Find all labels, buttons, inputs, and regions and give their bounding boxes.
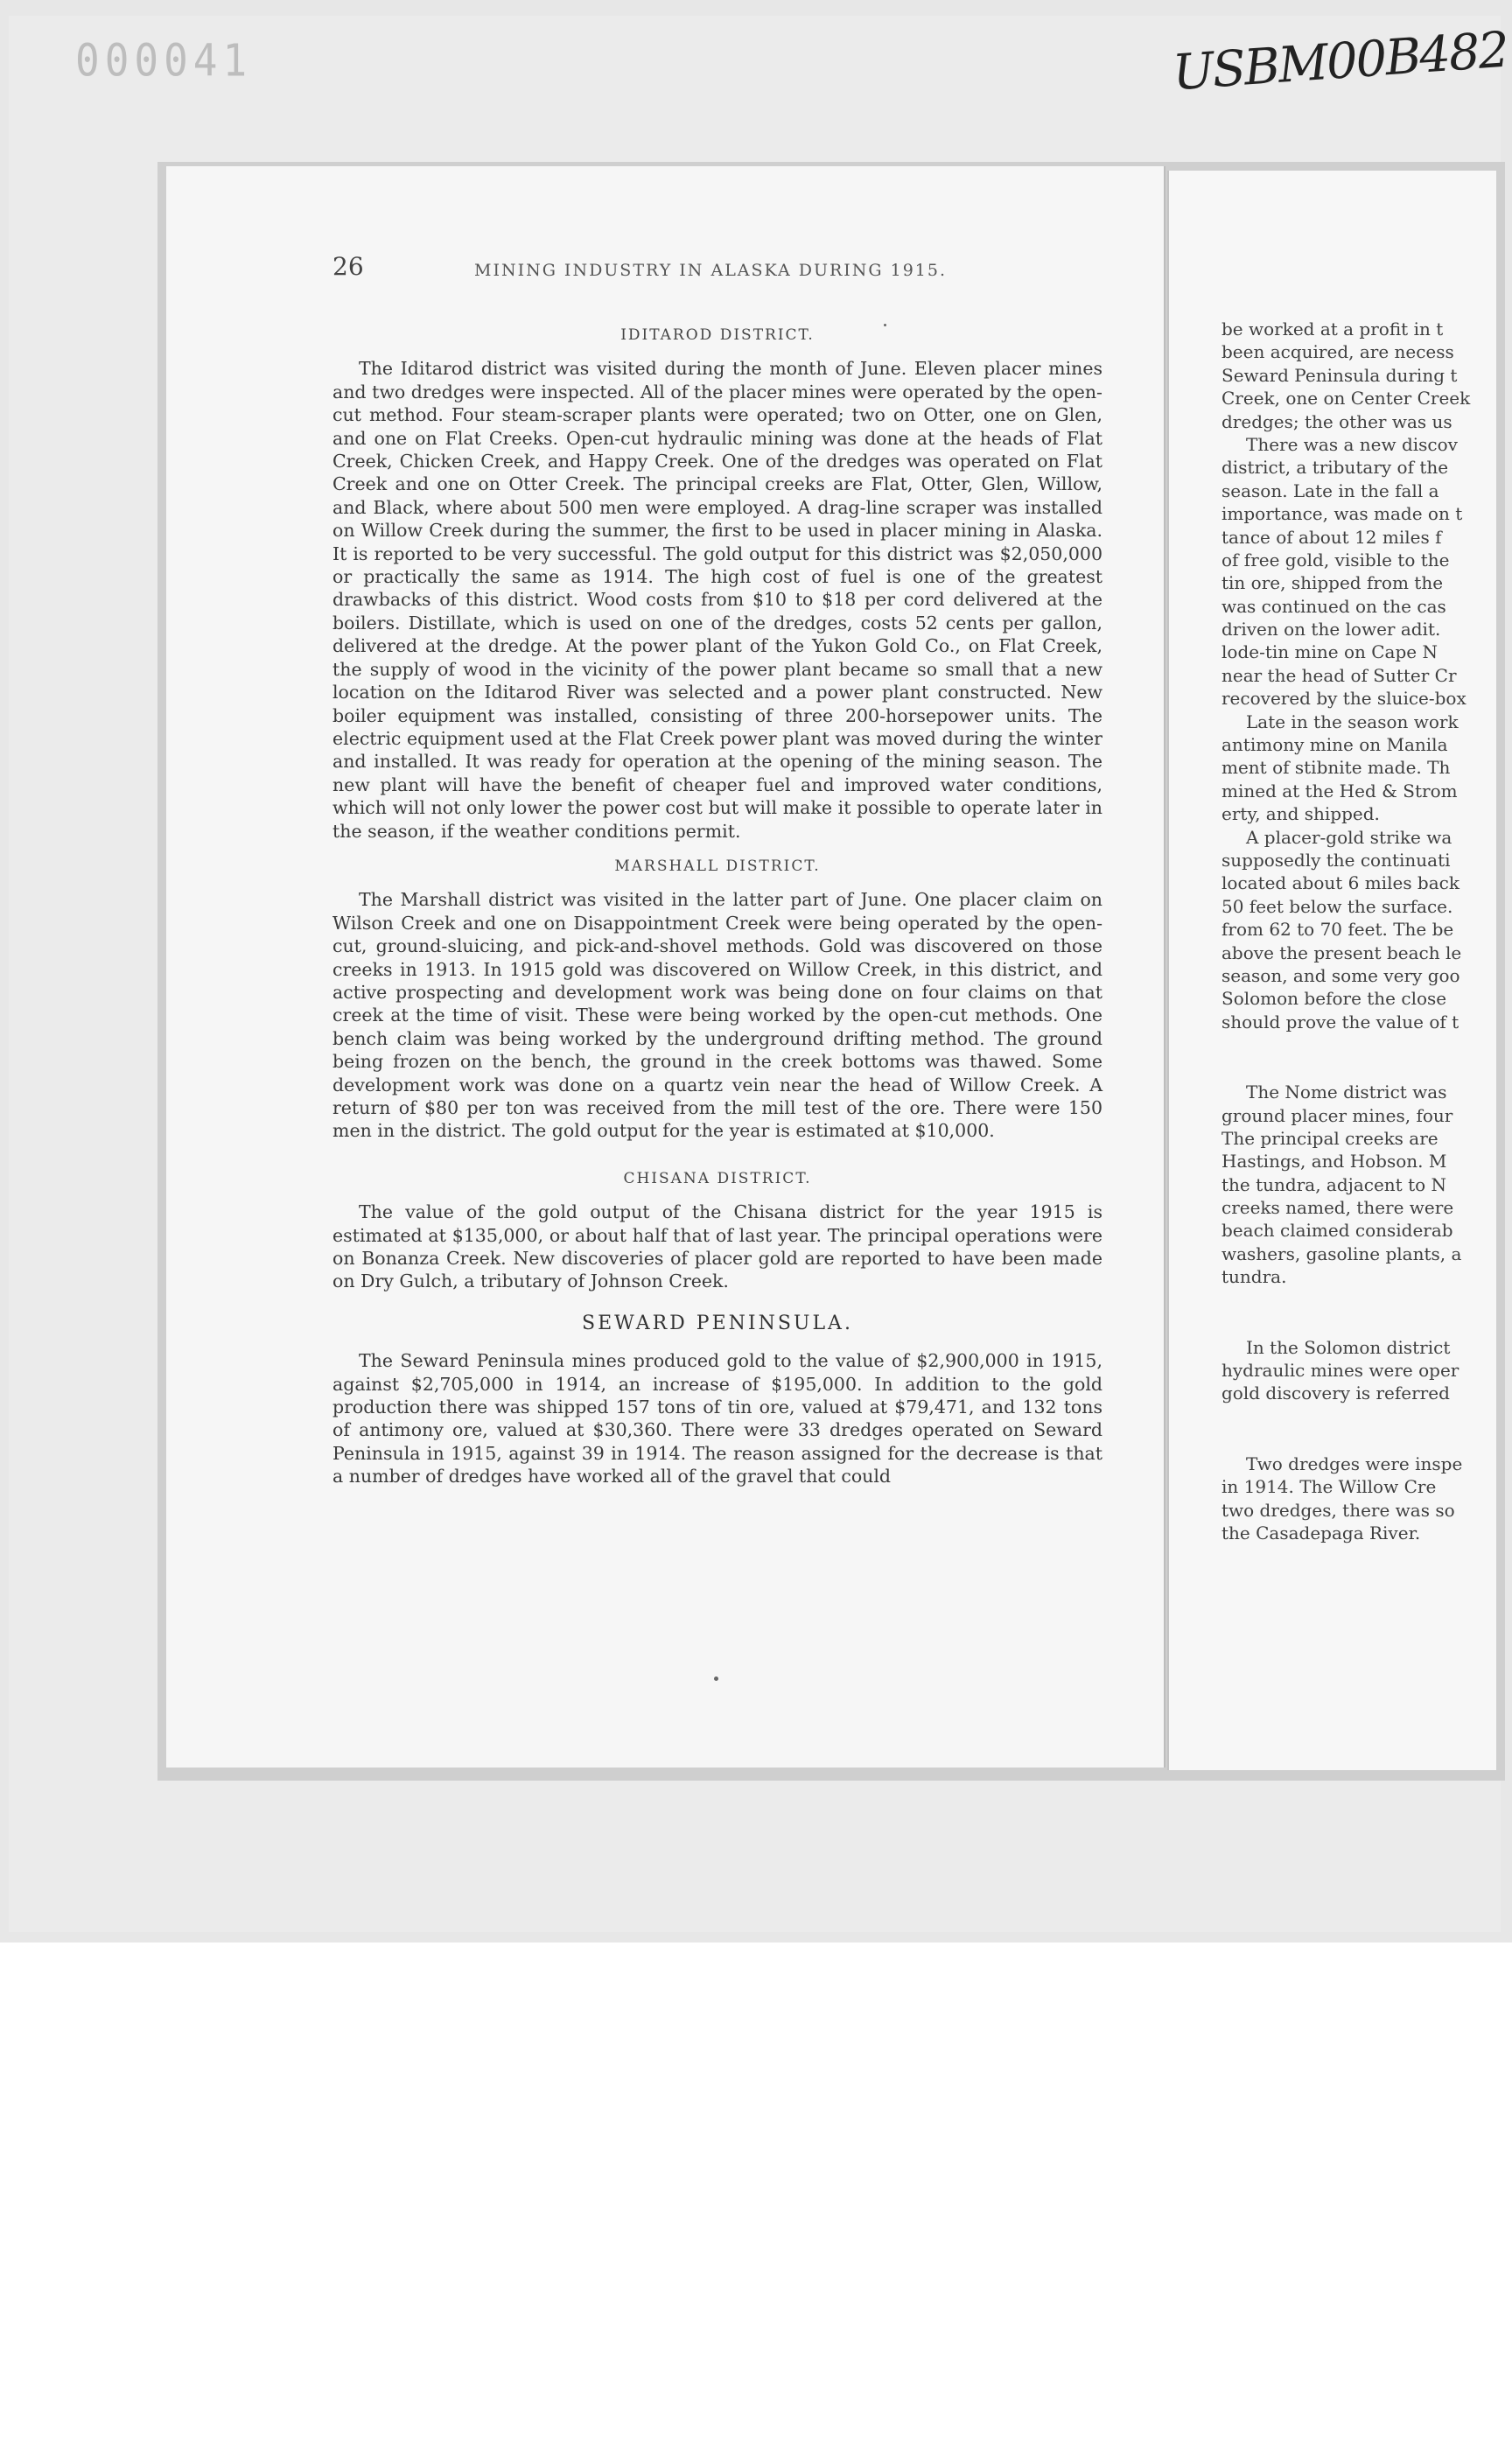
next-page-line: importance, was made on t (1222, 503, 1463, 525)
next-page-line: gold discovery is referred (1222, 1382, 1450, 1404)
next-page-line: mined at the Hed & Strom (1222, 780, 1458, 802)
next-page-line: Two dredges were inspe (1246, 1452, 1463, 1474)
next-page-text (1222, 318, 1496, 1544)
section-heading-seward-peninsula: SEWARD PENINSULA. (582, 1312, 853, 1334)
next-page-fragment (1167, 171, 1496, 1770)
next-page-line: tin ore, shipped from the (1222, 572, 1444, 594)
next-page-line: recovered by the sluice-box (1222, 688, 1466, 710)
handwritten-document-id: USBM00B482 (1171, 21, 1510, 102)
next-page-line: antimony mine on Manila (1222, 734, 1448, 756)
section-heading-chisana: CHISANA DISTRICT. (623, 1169, 812, 1187)
next-page-line: washers, gasoline plants, a (1222, 1242, 1462, 1264)
running-title: MINING INDUSTRY IN ALASKA DURING 1915. (474, 261, 948, 280)
next-page-block-2 (1222, 1081, 1496, 1289)
next-page-line: creeks named, there were (1222, 1197, 1454, 1219)
top-dot-mark (884, 324, 886, 326)
next-page-line: located about 6 miles back (1222, 872, 1460, 894)
next-page-line: Creek, one on Center Creek (1222, 388, 1471, 410)
paragraph-seward-peninsula: The Seward Peninsula mines produced gold to the value of $2,900,000 in 1915, against $2,705,000 in 1914, an increase of $195,000. In addition to the gold production there was shipped 157 tons of tin ore, valued at $79,471, and 132 tons of antimony ore, valued at $30,360. There were 33 dredges operated on Seward Peninsula in 1915, against 39 in 1914. The reason assigned for the decrease is that a number of dredges have worked all of the gravel that could (332, 1350, 1102, 1488)
next-page-line: ground placer mines, four (1222, 1104, 1453, 1126)
next-page-line: In the Solomon district (1246, 1336, 1451, 1358)
next-page-block-4 (1222, 1452, 1496, 1545)
next-page-line: hydraulic mines were oper (1222, 1360, 1460, 1382)
next-page-line: tance of about 12 miles f (1222, 526, 1442, 548)
next-page-line: should prove the value of t (1222, 1011, 1460, 1032)
next-page-line: of free gold, visible to the (1222, 549, 1450, 570)
next-page-line: from 62 to 70 feet. The be (1222, 919, 1454, 941)
next-page-line: near the head of Sutter Cr (1222, 664, 1457, 686)
next-page-line: driven on the lower adit. (1222, 619, 1441, 640)
next-page-line: Hastings, and Hobson. M (1222, 1151, 1447, 1172)
next-page-line: Late in the season work (1246, 710, 1459, 732)
next-page-line: lode-tin mine on Cape N (1222, 641, 1438, 663)
page-number: 26 (332, 252, 364, 281)
next-page-line: the Casadepaga River. (1222, 1522, 1421, 1544)
section-heading-iditarod: IDITAROD DISTRICT. (620, 326, 815, 344)
next-page-line: season, and some very goo (1222, 964, 1460, 986)
main-text-column (332, 324, 1102, 1488)
next-page-line: above the present beach le (1222, 942, 1462, 963)
next-page-line: be worked at a profit in t (1222, 318, 1444, 340)
next-page-line: 50 feet below the surface. (1222, 895, 1453, 917)
next-page-line: supposedly the continuati (1222, 849, 1451, 871)
next-page-line: There was a new discov (1246, 433, 1458, 455)
faded-page-stamp: 000041 (75, 34, 253, 87)
next-page-line: Seward Peninsula during t (1222, 364, 1458, 386)
next-page-line: district, a tributary of the (1222, 457, 1449, 479)
next-page-block-3 (1222, 1336, 1496, 1405)
next-page-line: tundra. (1222, 1266, 1287, 1288)
next-page-line: the tundra, adjacent to N (1222, 1173, 1447, 1195)
next-page-line: been acquired, are necess (1222, 341, 1454, 363)
paragraph-chisana: The value of the gold output of the Chisana district for the year 1915 is estimated at $135,000, or about half that of last year. The principal operations were on Bonanza Creek. New discoveries of placer gold are reported to have been made on Dry Gulch, a tributary of Johnson Creek. (332, 1201, 1102, 1292)
next-page-line: erty, and shipped. (1222, 803, 1380, 825)
next-page-block-1 (1222, 318, 1496, 1033)
next-page-line: The Nome district was (1246, 1082, 1447, 1103)
next-page-line: beach claimed considerab (1222, 1220, 1453, 1242)
next-page-line: was continued on the cas (1222, 595, 1446, 617)
next-page-line: season. Late in the fall a (1222, 480, 1439, 501)
next-page-line: Solomon before the close (1222, 988, 1447, 1010)
paragraph-iditarod: The Iditarod district was visited during the month of June. Eleven placer mines and two dredges were inspected. All of the placer mines were operated by the open-cut method. Four steam-scraper plants were operated; two on Otter, one on Glen, and one on Flat Creeks. Open-cut hydraulic mining was done at the heads of Flat Creek, Chicken Creek, and Happy Creek. One of the dredges was operated on Flat Creek and one on Otter Creek. The principal creeks are Flat, Otter, Glen, Willow, and Black, where about 500 men were employed. A drag-line scraper was installed on Willow Creek during the summer, the first to be used in placer mining in Alaska. It is reported to be very successful. The gold output for this district was $2,050,000 or practically the same as 1914. The high cost of fuel is one of the greatest drawbacks of this district. Wood costs from $10 to $18 per cord delivered at the boilers. Distillate, which is used on one of the dredges, costs 52 cents per gallon, delivered at the dredge. At the power plant of the Yukon Gold Co., on Flat Creek, the supply of wood in the vicinity of the power plant became so small that a new location on the Iditarod River was selected and a power plant constructed. New boiler equipment was installed, consisting of three 200-horsepower units. The electric equipment used at the Flat Creek power plant was moved during the winter and installed. It was ready for operation at the opening of the mining season. The new plant will have the benefit of cheaper fuel and improved water conditions, which will not only lower the power cost but will make it possible to operate later in the season, if the weather conditions permit. (332, 358, 1102, 842)
next-page-line: two dredges, there was so (1222, 1499, 1455, 1521)
next-page-line: A placer-gold strike wa (1246, 826, 1452, 848)
paragraph-marshall: The Marshall district was visited in the latter part of June. One placer claim on Wilson Creek and one on Disappointment Creek were being operated by the open-cut, ground-sluicing, and pick-and-shovel methods. Gold was discovered on those creeks in 1913. In 1915 gold was discovered on Willow Creek, in this district, and active prospecting and development work was being done on four claims on that creek at the time of visit. These were being worked by the open-cut methods. One bench claim was being worked by the underground drifting method. The ground being frozen on the bench, the ground in the creek bottoms was thawed. Some development work was done on a quartz vein near the head of Willow Creek. A return of $80 per ton was received from the mill test of the ore. There were 150 men in the district. The gold output for the year is estimated at $10,000. (332, 889, 1102, 1142)
next-page-line: in 1914. The Willow Cre (1222, 1476, 1437, 1498)
section-heading-marshall: MARSHALL DISTRICT. (614, 857, 821, 875)
next-page-line: dredges; the other was us (1222, 410, 1452, 432)
next-page-line: The principal creeks are (1222, 1127, 1438, 1149)
next-page-line: ment of stibnite made. Th (1222, 757, 1451, 779)
bottom-dot-mark (714, 1676, 718, 1681)
